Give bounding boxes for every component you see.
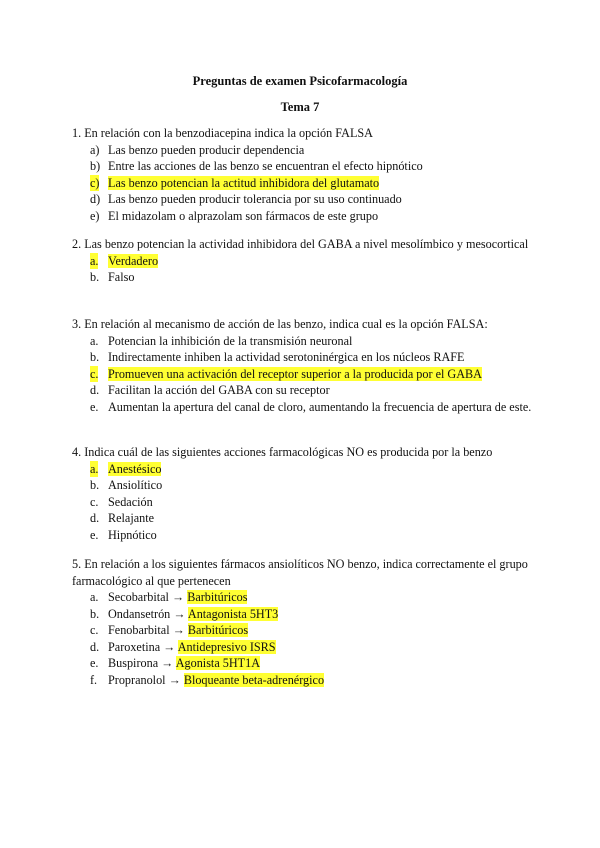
option-text-highlighted: Promueven una activación del receptor superior a la producida por el GABA bbox=[108, 366, 482, 381]
option-item bbox=[72, 399, 532, 416]
option-marker: f. bbox=[90, 672, 98, 687]
question-5 bbox=[72, 556, 532, 688]
question-stem: 1. En relación con la benzodiacepina indica la opción FALSA bbox=[72, 126, 373, 140]
option-marker: a. bbox=[90, 590, 99, 604]
drug-group-highlighted: Antagonista 5HT3 bbox=[187, 606, 279, 621]
option-item-answer bbox=[72, 253, 532, 270]
option-item bbox=[72, 510, 532, 527]
option-item bbox=[72, 639, 532, 656]
drug-group-highlighted: Bloqueante beta-adrenérgico bbox=[183, 672, 325, 687]
option-marker: d. bbox=[90, 383, 100, 397]
document-title: Preguntas de examen Psicofarmacología bbox=[192, 74, 408, 88]
arrow-icon: → bbox=[168, 672, 181, 687]
option-item bbox=[72, 527, 532, 544]
document-subtitle: Tema 7 bbox=[280, 100, 320, 114]
option-item bbox=[72, 477, 532, 494]
option-text: Relajante bbox=[108, 511, 155, 525]
option-marker: e. bbox=[90, 527, 99, 542]
option-text: Sedación bbox=[108, 494, 153, 509]
option-item bbox=[72, 142, 532, 159]
option-text: Las benzo pueden producir tolerancia por su uso continuado bbox=[108, 192, 402, 206]
option-item bbox=[72, 494, 532, 511]
option-text: Falso bbox=[108, 270, 135, 284]
drug-group-highlighted: Antidepresivo ISRS bbox=[177, 639, 276, 654]
arrow-icon: → bbox=[172, 623, 185, 637]
option-marker: c. bbox=[90, 494, 99, 509]
option-text: Hipnótico bbox=[108, 527, 157, 542]
drug-name: Secobarbital bbox=[108, 590, 169, 604]
drug-name: Buspirona bbox=[108, 656, 159, 670]
question-stem: 4. Indica cuál de las siguientes acciones farmacológicas NO es producida por la benzo bbox=[72, 445, 493, 459]
option-list bbox=[72, 142, 532, 225]
drug-name: Paroxetina bbox=[108, 639, 161, 654]
option-item bbox=[72, 589, 532, 606]
option-item bbox=[72, 158, 532, 175]
drug-name: Ondansetrón bbox=[108, 606, 171, 621]
drug-group-highlighted: Barbitúricos bbox=[187, 590, 248, 604]
option-text-highlighted: Las benzo potencian la actitud inhibidora del glutamato bbox=[108, 175, 380, 190]
option-marker: c. bbox=[90, 366, 99, 381]
option-item bbox=[72, 269, 532, 286]
option-item bbox=[72, 349, 532, 366]
question-stem: 2. Las benzo potencian la actividad inhibidora del GABA a nivel mesolímbico y mesocortical bbox=[72, 237, 529, 251]
option-marker: e. bbox=[90, 399, 99, 414]
drug-name: Propranolol bbox=[108, 672, 166, 687]
arrow-icon: → bbox=[173, 606, 186, 621]
option-marker: b. bbox=[90, 478, 100, 492]
drug-group-highlighted: Barbitúricos bbox=[187, 623, 249, 637]
question-1 bbox=[72, 125, 532, 224]
arrow-icon: → bbox=[171, 590, 185, 604]
option-list bbox=[72, 253, 532, 286]
option-marker: a. bbox=[90, 461, 99, 476]
option-text: Facilitan la acción del GABA con su receptor bbox=[108, 383, 330, 397]
option-marker: d) bbox=[90, 192, 101, 206]
option-text: El midazolam o alprazolam son fármacos de este grupo bbox=[108, 208, 379, 223]
option-marker: b. bbox=[90, 606, 100, 621]
option-item bbox=[72, 382, 532, 399]
option-marker: a. bbox=[90, 333, 99, 348]
option-text: Ansiolítico bbox=[108, 478, 163, 492]
option-item bbox=[72, 672, 532, 689]
option-marker: c) bbox=[90, 175, 100, 190]
question-2 bbox=[72, 236, 532, 286]
option-item bbox=[72, 333, 532, 350]
question-4 bbox=[72, 444, 532, 543]
option-list bbox=[72, 333, 532, 416]
drug-group-highlighted: Agonista 5HT1A bbox=[175, 656, 261, 670]
option-item bbox=[72, 208, 532, 225]
option-item bbox=[72, 655, 532, 672]
option-item-answer bbox=[72, 366, 532, 383]
option-item bbox=[72, 191, 532, 208]
option-marker: a. bbox=[90, 253, 99, 268]
option-text: Indirectamente inhiben la actividad serotoninérgica en los núcleos RAFE bbox=[108, 350, 465, 364]
question-stem: 5. En relación a los siguientes fármacos ansiolíticos NO benzo, indica correctamente el grupo farmacológico al que pertenecen bbox=[72, 557, 528, 588]
option-marker: b) bbox=[90, 159, 101, 173]
option-item-answer bbox=[72, 175, 532, 192]
option-marker: d. bbox=[90, 639, 100, 654]
option-marker: b. bbox=[90, 270, 100, 284]
option-text: Potencian la inhibición de la transmisión neuronal bbox=[108, 333, 353, 348]
option-item-answer bbox=[72, 461, 532, 478]
option-item bbox=[72, 622, 532, 639]
option-list bbox=[72, 461, 532, 544]
option-marker: e. bbox=[90, 656, 99, 670]
option-marker: b. bbox=[90, 350, 100, 364]
arrow-icon: → bbox=[161, 656, 174, 670]
option-text: Aumentan la apertura del canal de cloro, aumentando la frecuencia de apertura de este. bbox=[108, 399, 532, 414]
option-marker: d. bbox=[90, 511, 100, 525]
arrow-icon: → bbox=[163, 639, 176, 654]
option-marker: a) bbox=[90, 142, 100, 157]
option-marker: c. bbox=[90, 623, 99, 637]
option-list bbox=[72, 589, 532, 688]
option-text-highlighted: Anestésico bbox=[108, 461, 162, 476]
question-stem: 3. En relación al mecanismo de acción de las benzo, indica cual es la opción FALSA: bbox=[72, 317, 488, 331]
option-marker: e) bbox=[90, 208, 100, 223]
option-text: Entre las acciones de las benzo se encuentran el efecto hipnótico bbox=[108, 159, 423, 173]
drug-name: Fenobarbital bbox=[108, 623, 170, 637]
option-text-highlighted: Verdadero bbox=[108, 253, 159, 268]
option-item bbox=[72, 606, 532, 623]
option-text: Las benzo pueden producir dependencia bbox=[108, 142, 305, 157]
question-3 bbox=[72, 316, 532, 415]
